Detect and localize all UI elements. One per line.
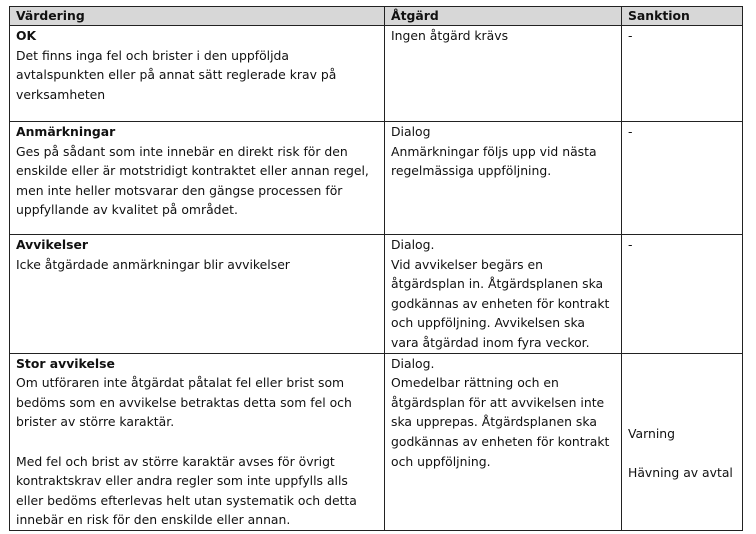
sanktion-cell xyxy=(622,26,743,122)
header-vardering: Värdering xyxy=(10,7,385,26)
row-title: Stor avvikelse xyxy=(16,355,115,371)
row-title: Avvikelser xyxy=(16,237,88,252)
atgard-cell xyxy=(385,26,622,122)
assessment-table xyxy=(9,6,743,531)
atgard-text: Ingen åtgärd krävs xyxy=(391,28,509,43)
table-row xyxy=(10,353,743,530)
sanktion-text: - xyxy=(628,237,633,252)
table-row xyxy=(10,26,743,122)
row-description: Det finns inga fel och brister i den uppföljda avtalspunkten eller på annat sätt reglerade krav på verksamheten xyxy=(16,47,337,102)
atgard-cell xyxy=(385,235,622,354)
row-description: Ges på sådant som inte innebär en direkt risk för den enskilde eller är motstridigt kontraktet eller annan regel, men inte heller motsvarar den gängse processen för uppfyllande av kvalitet på området. xyxy=(16,143,369,218)
vardering-cell xyxy=(10,122,385,235)
row-description: Icke åtgärdade anmärkningar blir avvikelser xyxy=(16,256,290,272)
row-description: Om utföraren inte åtgärdat påtalat fel eller brist som bedöms som en avvikelse betraktas detta som fel och brister av större karaktär. xyxy=(16,375,352,430)
vardering-cell xyxy=(10,26,385,122)
vardering-cell xyxy=(10,235,385,354)
atgard-label: Dialog. xyxy=(391,355,435,371)
row-title: OK xyxy=(16,28,37,43)
row-description-2: Med fel och brist av större karaktär avses för övrigt kontraktskrav eller andra regler som inte uppfylls alls eller bedöms efterlevas helt utan systematik och detta innebär en risk för den enskilde eller annan. xyxy=(16,453,357,528)
sanktion-text: - xyxy=(628,124,633,139)
sanktion-cell xyxy=(622,122,743,235)
header-atgard: Åtgärd xyxy=(385,7,622,26)
row-title: Anmärkningar xyxy=(16,124,116,139)
atgard-cell xyxy=(385,122,622,235)
atgard-text: Anmärkningar följs upp vid nästa regelmässiga uppföljning. xyxy=(391,143,597,179)
sanktion-warning: Varning xyxy=(628,425,675,441)
atgard-cell xyxy=(385,353,622,530)
sanktion-termination: Hävning av avtal xyxy=(628,464,733,480)
sanktion-text: - xyxy=(628,28,633,43)
atgard-text: Vid avvikelser begärs en åtgärdsplan in. Åtgärdsplanen ska godkännas av enheten för kontrakt och uppföljning. Avvikelsen ska vara åtgärdad inom fyra veckor. xyxy=(391,256,610,350)
table-row xyxy=(10,235,743,354)
vardering-cell xyxy=(10,353,385,530)
table-row xyxy=(10,122,743,235)
table-header-row xyxy=(10,7,743,26)
sanktion-cell xyxy=(622,353,743,530)
atgard-label: Dialog. xyxy=(391,237,435,252)
atgard-label: Dialog xyxy=(391,124,431,139)
sanktion-cell xyxy=(622,235,743,354)
atgard-text: Omedelbar rättning och en åtgärdsplan för att avvikelsen inte ska upprepas. Åtgärdsplanen ska godkännas av enheten för kontrakt och uppföljning. xyxy=(391,375,610,469)
header-sanktion: Sanktion xyxy=(622,7,743,26)
